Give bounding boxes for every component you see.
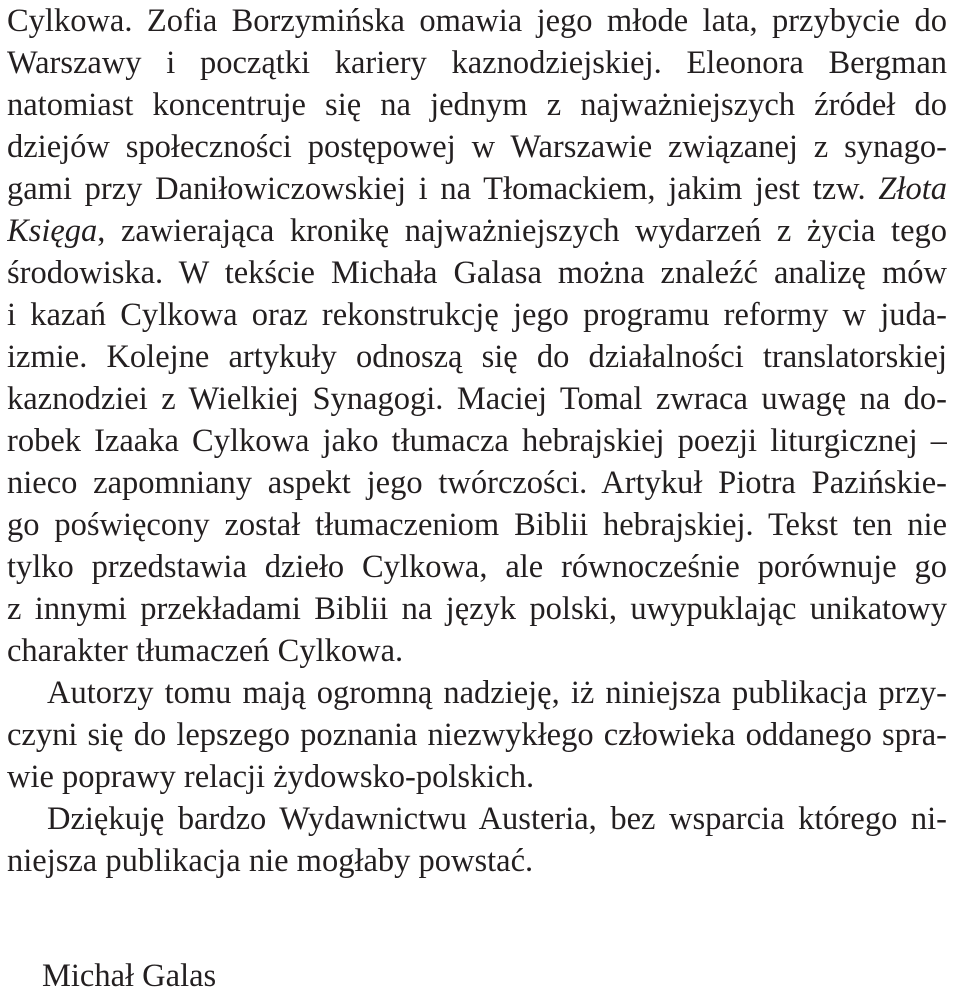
text-line: charakter tłumaczeń Cylkowa. bbox=[7, 633, 404, 669]
text-line: środowiska. W tekście Michała Galasa można znaleźć analizę mów bbox=[7, 255, 947, 291]
text-line: czyni się do lepszego poznania niezwykłego człowieka oddanego spra- bbox=[7, 717, 947, 753]
text-line: nieco zapomniany aspekt jego twórczości. Artykuł Piotra Pazińskie- bbox=[7, 465, 947, 501]
text-line: z innymi przekładami Biblii na język polski, uwypuklając unikatowy bbox=[7, 591, 947, 627]
italic-title-part: Złota bbox=[878, 171, 947, 207]
text-run: gami przy Daniłowiczowskiej i na Tłomackiem, jakim jest tzw. bbox=[7, 171, 866, 207]
text-line: robek Izaaka Cylkowa jako tłumacza hebrajskiej poezji liturgicznej – bbox=[7, 423, 947, 459]
text-line: kaznodziei z Wielkiej Synagogi. Maciej Tomal zwraca uwagę na do- bbox=[7, 381, 947, 417]
text-line: Warszawy i początki kariery kaznodziejskiej. Eleonora Bergman bbox=[7, 45, 947, 81]
text-line: natomiast koncentruje się na jednym z najważniejszych źródeł do bbox=[7, 87, 947, 123]
text-line: go poświęcony został tłumaczeniom Biblii hebrajskiej. Tekst ten nie bbox=[7, 507, 947, 543]
italic-title-part: Księga bbox=[7, 213, 98, 249]
text-line bbox=[7, 168, 947, 211]
text-run: , zawierająca kronikę najważniejszych wydarzeń z życia tego bbox=[97, 213, 947, 249]
text-line: Autorzy tomu mają ogromną nadzieję, iż niniejsza publikacja przy- bbox=[47, 675, 947, 711]
text-line: i kazań Cylkowa oraz rekonstrukcję jego programu reformy w juda- bbox=[7, 297, 947, 333]
text-line: dziejów społeczności postępowej w Warszawie związanej z synago- bbox=[7, 129, 947, 165]
text-line: tylko przedstawia dzieło Cylkowa, ale równocześnie porównuje go bbox=[7, 549, 947, 585]
author-signature: Michał Galas bbox=[42, 958, 217, 994]
text-line: Cylkowa. Zofia Borzymińska omawia jego młode lata, przybycie do bbox=[7, 3, 947, 39]
text-line: Dziękuję bardzo Wydawnictwu Austeria, bez wsparcia którego ni- bbox=[47, 801, 947, 837]
text-line: niejsza publikacja nie mogłaby powstać. bbox=[7, 843, 534, 879]
text-line: izmie. Kolejne artykuły odnoszą się do działalności translatorskiej bbox=[7, 339, 947, 375]
text-line bbox=[7, 210, 947, 253]
text-line: wie poprawy relacji żydowsko-polskich. bbox=[7, 759, 535, 795]
